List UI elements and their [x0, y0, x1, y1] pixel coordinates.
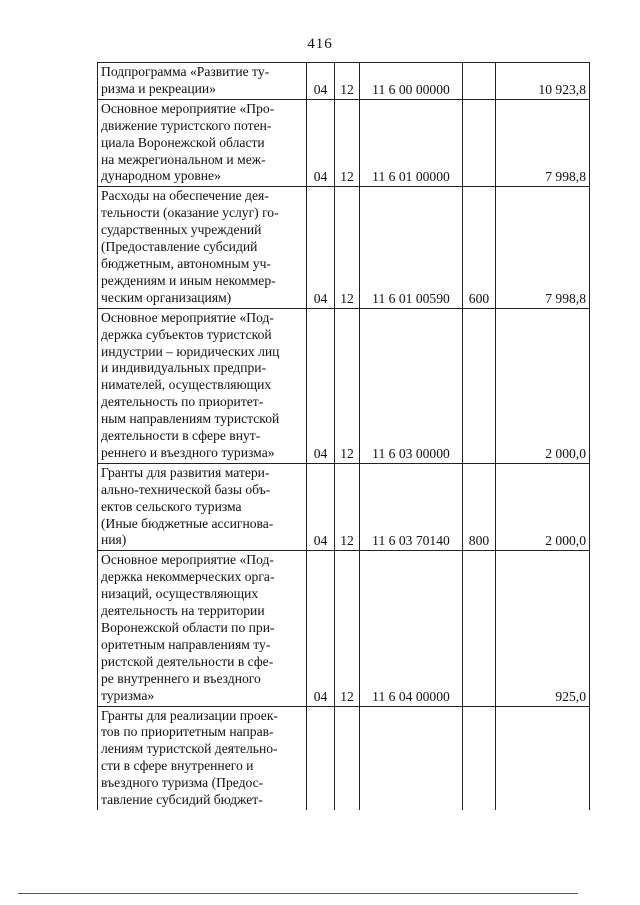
- section-code-cell: 04: [307, 308, 335, 463]
- item-name-line: ным направлениям туристской: [101, 411, 280, 427]
- expense-type-cell: [463, 308, 496, 463]
- section-code-cell: 04: [307, 463, 335, 551]
- item-name-cell: [98, 308, 307, 463]
- item-name-line: Основное мероприятие «Про-: [101, 100, 275, 116]
- item-name-line: (Предоставление субсидий: [101, 239, 258, 255]
- item-name-line: лениям туристской деятельно-: [101, 741, 278, 757]
- item-name-line: деятельность по приоритет-: [101, 394, 264, 410]
- expense-type-cell: 800: [463, 463, 496, 551]
- item-name-line: сти в сфере внутреннего и: [101, 758, 254, 774]
- item-name-line: индустрии – юридических лиц: [101, 343, 280, 359]
- item-name-line: туризма»: [101, 687, 155, 703]
- item-name-line: тавление субсидий бюджет-: [101, 792, 263, 808]
- footer-rule: [18, 893, 578, 894]
- amount-cell: 2 000,0: [496, 463, 590, 551]
- item-name-line: циала Воронежской области: [101, 134, 265, 150]
- target-article-cell: 11 6 01 00000: [360, 99, 463, 187]
- target-article-cell: 11 6 03 70140: [360, 463, 463, 551]
- item-name-line: въездного туризма (Предос-: [101, 775, 264, 791]
- item-name-line: (Иные бюджетные ассигнова-: [101, 515, 274, 531]
- item-name-line: ре внутреннего и въездного: [101, 670, 261, 686]
- expense-type-cell: [463, 63, 496, 100]
- item-name-cell: [98, 187, 307, 308]
- item-name-cell: [98, 463, 307, 551]
- item-name-line: деятельность на территории: [101, 603, 265, 619]
- target-article-cell: [360, 706, 463, 810]
- item-name-line: дународном уровне»: [101, 168, 221, 184]
- expense-type-cell: 600: [463, 187, 496, 308]
- subsection-code-cell: [335, 706, 360, 810]
- item-name-line: ческим организациям): [101, 289, 232, 305]
- item-name-line: Гранты для реализации проек-: [101, 707, 278, 723]
- item-name-line: ния): [101, 532, 127, 548]
- amount-cell: 10 923,8: [496, 63, 590, 100]
- item-name-line: бюджетным, автономным уч-: [101, 255, 271, 271]
- item-name-line: ально-технической базы объ-: [101, 481, 271, 497]
- page-number: 416: [307, 36, 333, 52]
- item-name-line: Воронежской области по при-: [101, 620, 275, 635]
- item-name-line: держка субъектов туристской: [101, 326, 272, 342]
- item-name-line: ристской деятельности в сфе-: [101, 653, 274, 669]
- item-name-line: Расходы на обеспечение дея-: [101, 188, 269, 204]
- item-name-line: Гранты для развития матери-: [101, 464, 270, 480]
- table-row: [98, 551, 590, 706]
- item-name-line: деятельности в сфере внут-: [101, 428, 261, 444]
- amount-cell: 7 998,8: [496, 187, 590, 308]
- section-code-cell: [307, 706, 335, 810]
- target-article-cell: 11 6 00 00000: [360, 63, 463, 100]
- target-article-cell: 11 6 04 00000: [360, 551, 463, 706]
- amount-cell: [496, 706, 590, 810]
- table-row: [98, 706, 590, 810]
- subsection-code-cell: 12: [335, 308, 360, 463]
- amount-cell: 7 998,8: [496, 99, 590, 187]
- table-row: [98, 187, 590, 308]
- item-name-line: оритетным направлениям ту-: [101, 636, 271, 652]
- item-name-line: Основное мероприятие «Под-: [101, 309, 274, 325]
- item-name-line: нимателей, осуществляющих: [101, 377, 272, 393]
- section-code-cell: 04: [307, 187, 335, 308]
- item-name-line: реждениям и иным некоммер-: [101, 272, 276, 288]
- expense-type-cell: [463, 706, 496, 810]
- subsection-code-cell: 12: [335, 187, 360, 308]
- table-row: [98, 308, 590, 463]
- target-article-cell: 11 6 01 00590: [360, 187, 463, 308]
- section-code-cell: 04: [307, 63, 335, 100]
- table-row: [98, 99, 590, 187]
- item-name-cell: [98, 551, 307, 706]
- budget-table: [97, 62, 590, 810]
- subsection-code-cell: 12: [335, 99, 360, 187]
- item-name-line: ризма и рекреации»: [101, 80, 216, 96]
- subsection-code-cell: 12: [335, 463, 360, 551]
- item-name-line: движение туристского потен-: [101, 117, 272, 133]
- item-name-line: низаций, осуществляющих: [101, 586, 259, 602]
- item-name-line: реннего и въездного туризма»: [101, 444, 275, 460]
- item-name-line: и индивидуальных предпри-: [101, 360, 267, 376]
- item-name-line: Основное мероприятие «Под-: [101, 552, 274, 568]
- table-row: [98, 463, 590, 551]
- section-code-cell: 04: [307, 551, 335, 706]
- item-name-cell: [98, 99, 307, 187]
- item-name-line: Подпрограмма «Развитие ту-: [101, 64, 270, 79]
- item-name-cell: [98, 63, 307, 100]
- table-body: [98, 63, 590, 810]
- item-name-line: держка некоммерческих орга-: [101, 569, 275, 585]
- table-row: [98, 63, 590, 100]
- item-name-line: тельности (оказание услуг) го-: [101, 205, 279, 221]
- item-name-line: на межрегиональном и меж-: [101, 151, 266, 167]
- amount-cell: 925,0: [496, 551, 590, 706]
- item-name-line: тов по приоритетным направ-: [101, 724, 274, 740]
- amount-cell: 2 000,0: [496, 308, 590, 463]
- item-name-cell: [98, 706, 307, 810]
- expense-type-cell: [463, 99, 496, 187]
- target-article-cell: 11 6 03 00000: [360, 308, 463, 463]
- expense-type-cell: [463, 551, 496, 706]
- subsection-code-cell: 12: [335, 63, 360, 100]
- subsection-code-cell: 12: [335, 551, 360, 706]
- item-name-line: сударственных учреждений: [101, 222, 262, 238]
- item-name-line: ектов сельского туризма: [101, 498, 242, 514]
- section-code-cell: 04: [307, 99, 335, 187]
